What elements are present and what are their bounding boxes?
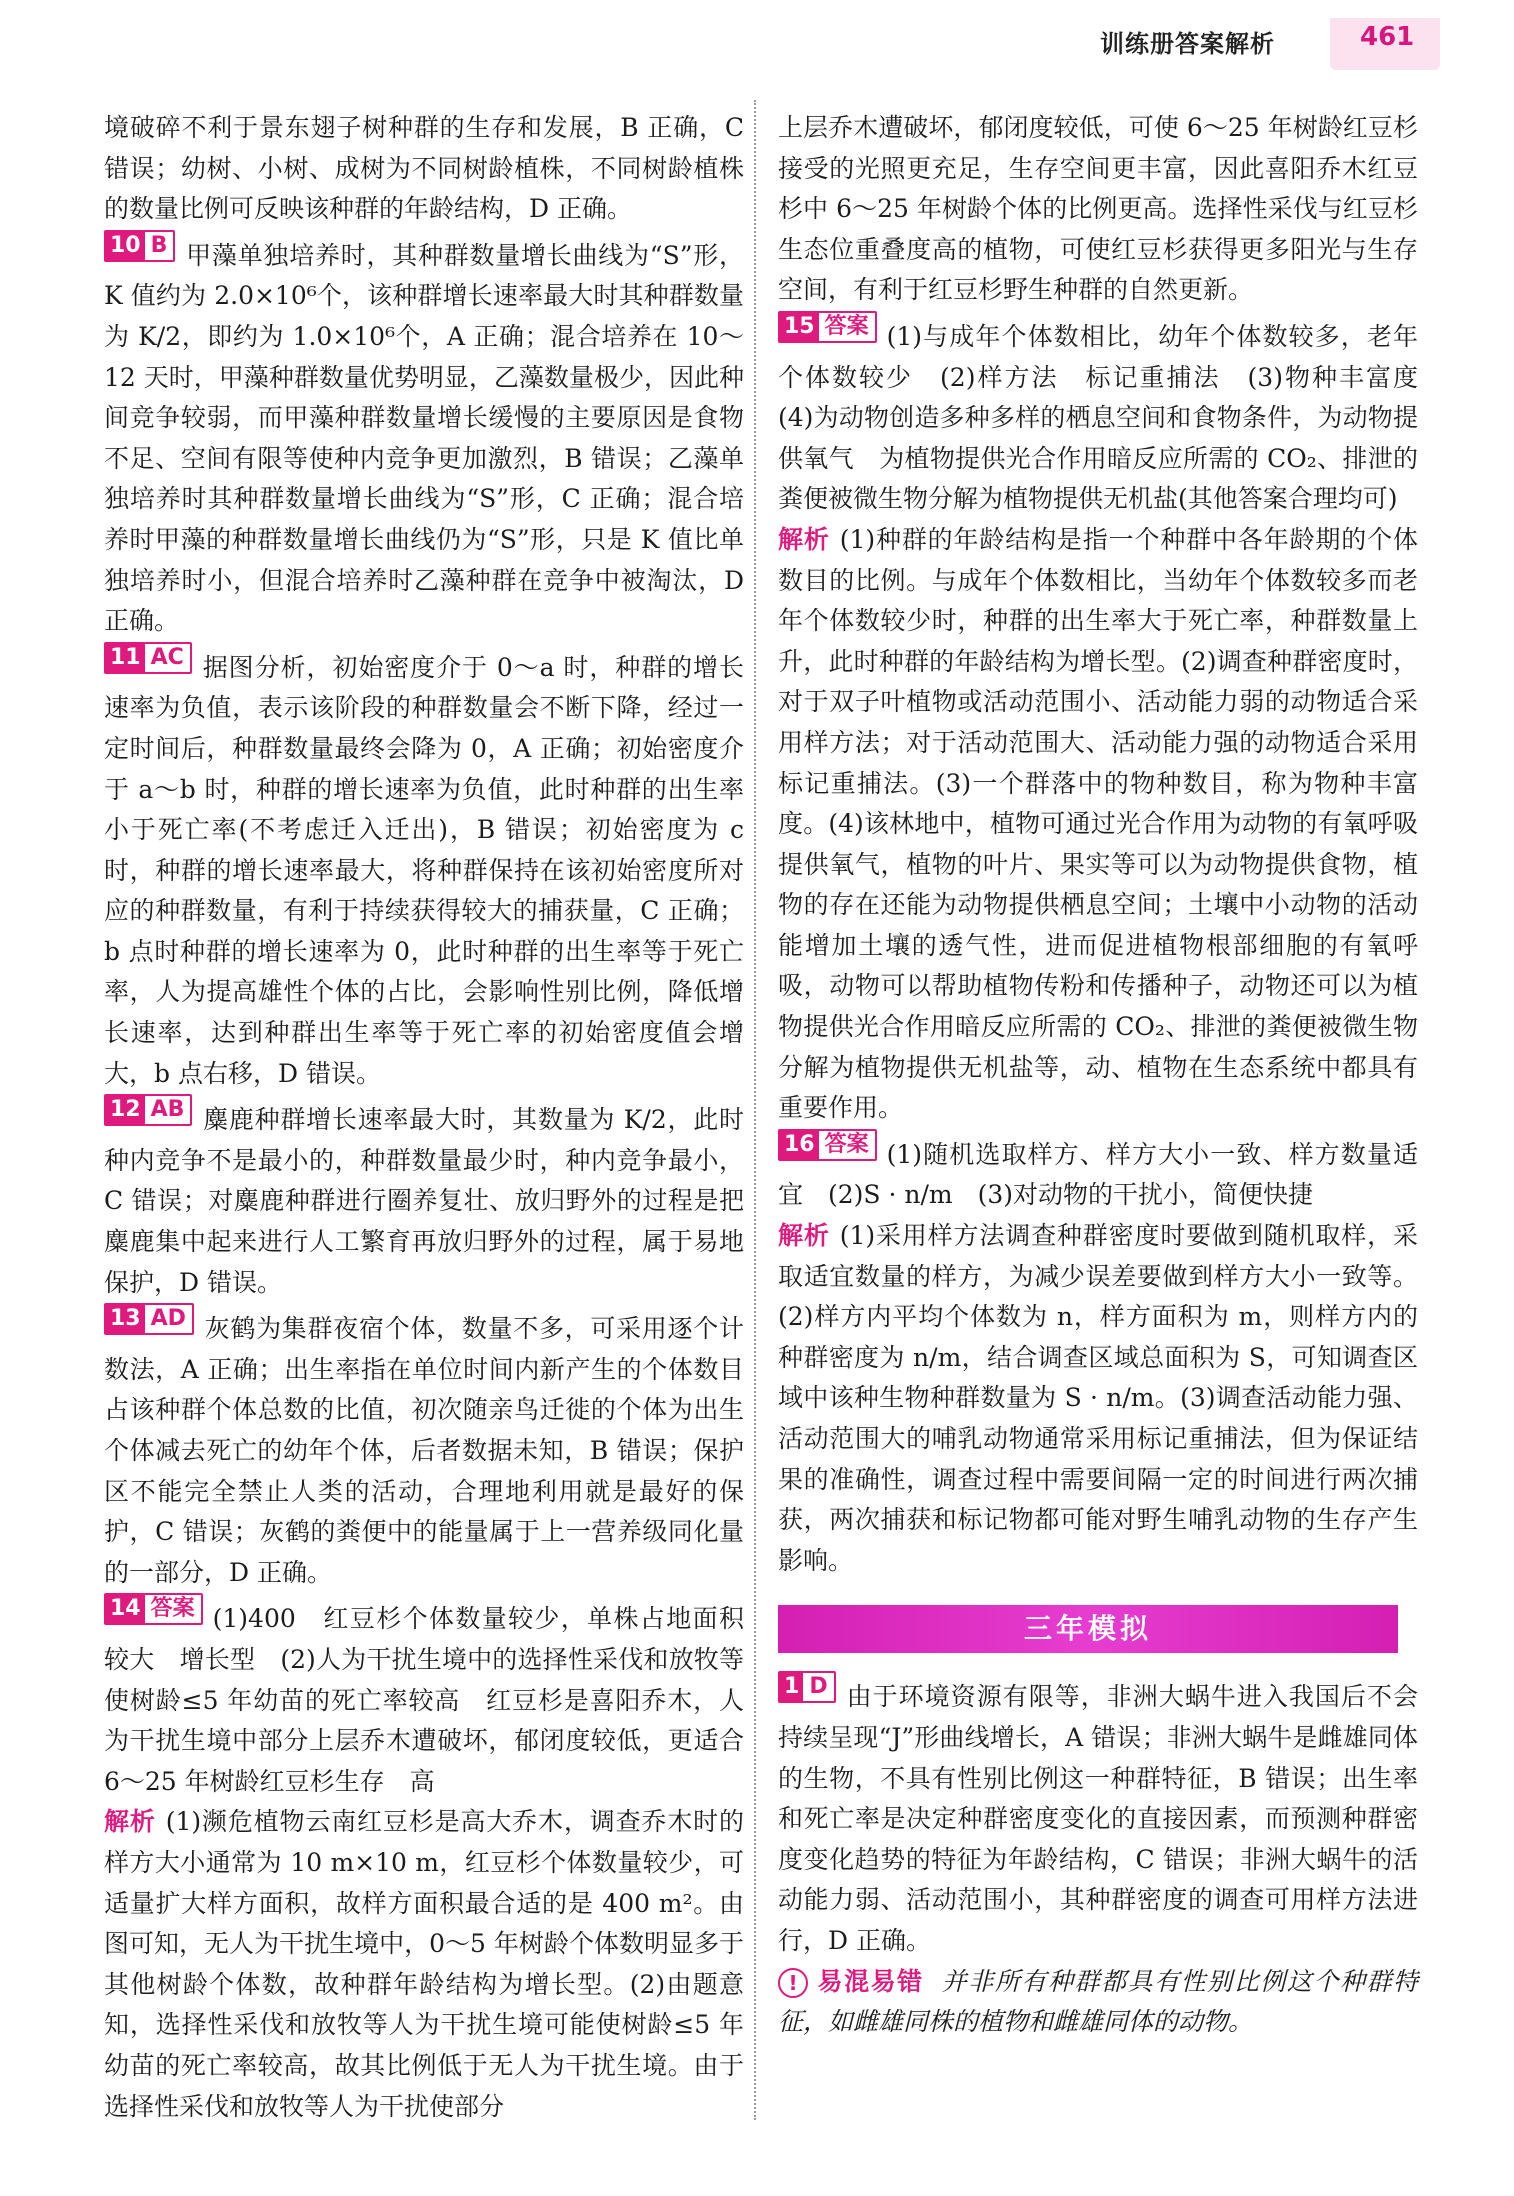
question-tag [104,1094,192,1126]
answer-block [104,230,744,642]
question-answer: AD [145,1305,192,1333]
body-text: 境破碎不利于景东翅子树种群的生存和发展，B 正确，C 错误；幼树、小树、成树为不同树龄植株，不同树龄植株的数量比例可反映该种群的年龄结构，D 正确。 [104,113,744,224]
analysis-block [778,520,1418,1129]
body-text: (1)采用样方法调查种群密度时要做到随机取样，采取适宜数量的样方，为减少误差要做到样方大小一致等。(2)样方内平均个体数为 n，样方面积为 m，则样方内的种群密度为 n/m，结合调查区域总面积为 S，可知调查区域中该种生物种群数量为 S · n/m。(3)调查活动能力强、活动范围大的哺乳动物通常采用标记重捕法，但为保证结果的准确性，调查过程中需要间隔一定的时间进行两次捕获，两次捕获和标记物都可能对野生哺乳动物的生存产生影响。 [778,1221,1418,1575]
left-column [104,108,744,2127]
analysis-block [778,1216,1418,1581]
question-answer: AC [145,644,190,672]
section-banner: 三年模拟 [778,1605,1398,1653]
text-block [104,108,744,230]
body-text: 甲藻单独培养时，其种群数量增长曲线为“S”形，K 值约为 2.0×10⁶个，该种群增长速率最大时其种群数量为 K/2，即约为 1.0×10⁶个，A 正确；混合培养在 10～12 天时，甲藻种群数量优势明显，乙藻数量极少，因此种间竞争较弱，而甲藻种群数量增长缓慢的主要原因是食物不足、空间有限等使种内竞争更加激烈，B 错误；乙藻单独培养时其种群数量增长曲线为“S”形，C 正确；混合培养时甲藻的种群数量增长曲线仍为“S”形，只是 K 值比单独培养时小，但混合培养时乙藻种群在竞争中被淘汰，D 正确。 [104,240,744,636]
body-text: (1)随机选取样方、样方大小一致、样方数量适宜 (2)S · n/m (3)对动物的干扰小，简便快捷 [778,1139,1418,1210]
question-number: 15 [780,313,819,341]
question-number: 13 [106,1305,145,1333]
question-number: 11 [106,644,145,672]
answer-block [104,1303,744,1593]
answer-block [104,1593,744,1802]
question-number: 10 [106,232,145,260]
body-text: 并非所有种群都具有性别比例这个种群特征，如雌雄同株的植物和雌雄同体的动物。 [778,1966,1418,2037]
analysis-block [104,1802,744,2127]
question-tag [104,1303,194,1335]
analysis-label: 解析 [778,524,830,554]
question-answer: 答案 [819,313,875,341]
answer-block [104,1094,744,1303]
answer-block [778,1129,1418,1216]
answer-block [104,642,744,1095]
page-header [1060,18,1470,66]
body-text: 上层乔木遭破坏，郁闭度较低，可使 6～25 年树龄红豆杉接受的光照更充足，生存空间更丰富，因此喜阳乔木红豆杉中 6～25 年树龄个体的比例更高。选择性采伐与红豆杉生态位重叠度高的植物，可使红豆杉获得更多阳光与生存空间，有利于红豆杉野生种群的自然更新。 [778,113,1418,305]
question-answer: 答案 [145,1595,201,1623]
warning-label: 易混易错 [816,1966,924,1996]
question-tag [778,1129,877,1161]
question-number: 12 [106,1096,145,1124]
question-number: 16 [780,1131,819,1159]
body-text: (1)濒危植物云南红豆杉是高大乔木，调查乔木时的样方大小通常为 10 m×10 m，红豆杉个体数量较少，可适量扩大样方面积，故样方面积最合适的是 400 m²。由图可知，无人为干扰生境中，0～5 年树龄个体数明显多于其他树龄个体数，故种群年龄结构为增长型。(2)由题意知，选择性采伐和放牧等人为干扰生境可能使树龄≤5 年幼苗的死亡率较高，故其比例低于无人为干扰生境。由于选择性采伐和放牧等人为干扰使部分 [104,1807,744,2121]
answer-block [778,311,1444,520]
text-block [778,108,1418,311]
question-tag [104,642,192,674]
body-text: 由于环境资源有限等，非洲大蜗牛进入我国后不会持续呈现“J”形曲线增长，A 错误；非洲大蜗牛是雌雄同体的生物，不具有性别比例这一种群特征，B 错误；出生率和死亡率是决定种群密度变化的直接因素，而预测种群密度变化趋势的特征为年龄结构，C 错误；非洲大蜗牛的活动能力弱、活动范围小，其种群密度的调查可用样方法进行，D 正确。 [778,1682,1418,1955]
body-text: (1)种群的年龄结构是指一个种群中各年龄期的个体数目的比例。与成年个体数相比，当幼年个体数较多而老年个体数较少时，种群的出生率大于死亡率，种群数量上升，此时种群的年龄结构为增长型。(2)调查种群密度时，对于双子叶植物或活动范围小、活动能力弱的动物适合采用样方法；对于活动范围大、活动能力强的动物适合采用标记重捕法。(3)一个群落中的物种数目，称为物种丰富度。(4)该林地中，植物可通过光合作用为动物的有氧呼吸提供氧气，植物的叶片、果实等可以为动物提供食物，植物的存在还能为动物提供栖息空间；土壤中小动物的活动能增加土壤的透气性，进而促进植物根部细胞的有氧呼吸，动物可以帮助植物传粉和传播种子，动物还可以为植物提供光合作用暗反应所需的 CO₂、排泄的粪便被微生物分解为植物提供无机盐等，动、植物在生态系统中都具有重要作用。 [778,524,1418,1123]
question-answer: B [145,232,174,260]
warning-note [778,1962,1418,2043]
body-text: 灰鹤为集群夜宿个体，数量不多，可采用逐个计数法，A 正确；出生率指在单位时间内新产生的个体数目占该种群个体总数的比值，初次随亲鸟迁徙的个体为出生个体减去死亡的幼年个体，后者数据未知，B 错误；保护区不能完全禁止人类的活动，合理地利用就是最好的保护，C 错误；灰鹤的粪便中的能量属于上一营养级同化量的一部分，D 正确。 [104,1314,744,1587]
question-answer: AB [145,1096,191,1124]
body-text: 麋鹿种群增长速率最大时，其数量为 K/2，此时种内竞争不是最小的，种群数量最少时，种内竞争最小，C 错误；对麋鹿种群进行圈养复壮、放归野外的过程是把麋鹿集中起来进行人工繁育再放归野外的过程，属于易地保护，D 错误。 [104,1105,744,1297]
analysis-label: 解析 [104,1807,156,1837]
header-title: 训练册答案解析 [1100,30,1275,58]
body-text: (1)与成年个体数相比，幼年个体数较多，老年个体数较少 (2)样方法 标记重捕法 (3)物种丰富度 (4)为动物创造多种多样的栖息空间和食物条件，为动物提供氧气 为植物提供光合作用暗反应所需的 CO₂、排泄的粪便被微生物分解为植物提供无机盐(其他答案合理均可) [778,321,1444,514]
page-number: 461 [1360,22,1415,52]
column-divider [754,100,756,2120]
body-text: 据图分析，初始密度介于 0～a 时，种群的增长速率为负值，表示该阶段的种群数量会不断下降，经过一定时间后，种群数量最终会降为 0，A 正确；初始密度介于 a～b 时，种群的增长速率为负值，此时种群的出生率小于死亡率(不考虑迁入迁出)，B 错误；初始密度为 c 时，种群的增长速率最大，将种群保持在该初始密度所对应的种群数量，有利于持续获得较大的捕获量，C 正确；b 点时种群的增长速率为 0，此时种群的出生率等于死亡率，人为提高雄性个体的占比，会影响性别比例，降低增长速率，达到种群出生率等于死亡率的初始密度值会增大，b 点右移，D 错误。 [104,652,744,1088]
question-tag [778,1671,836,1703]
right-column [778,108,1444,2043]
question-answer: D [803,1673,833,1701]
warning-icon: ! [778,1968,808,1998]
answer-block [778,1671,1418,1961]
question-number: 1 [780,1673,803,1701]
body-text: (1)400 红豆杉个体数量较少，单株占地面积较大 增长型 (2)人为干扰生境中的选择性采伐和放牧等使树龄≤5 年幼苗的死亡率较高 红豆杉是喜阳乔木，人为干扰生境中部分上层乔木遭破坏，郁闭度较低，更适合 6～25 年树龄红豆杉生存 高 [104,1604,744,1796]
question-tag [778,311,877,343]
question-answer: 答案 [819,1131,875,1159]
question-tag [104,230,175,262]
question-tag [104,1593,203,1625]
analysis-label: 解析 [778,1221,830,1251]
question-number: 14 [106,1595,145,1623]
